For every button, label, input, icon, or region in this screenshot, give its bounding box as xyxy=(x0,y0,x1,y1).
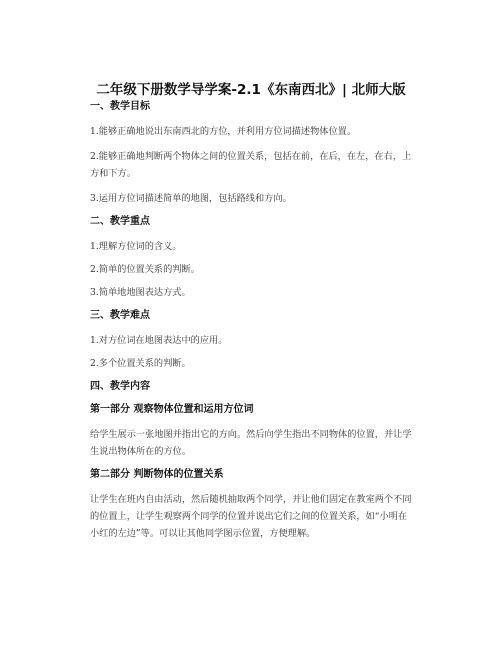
document-body xyxy=(90,100,415,550)
objective-item: 3.运用方位词描述简单的地图，包括路线和方向。 xyxy=(90,193,292,204)
part2-text: 让学生在班内自由活动，然后随机抽取两个同学，并让他们固定在教室两个不同的位置上，让学生观察两个同学的位置并说出它们之间的位置关系，如“小明在小红的左边”等。可以让其他同学图示位置，方便理解。 xyxy=(90,494,412,539)
difficulty-item: 2.多个位置关系的判断。 xyxy=(90,358,191,369)
section-heading-objectives: 一、教学目标 xyxy=(90,101,150,112)
document-title: 二年级下册数学导学案-2.1《东南西北》| 北师大版 xyxy=(96,82,406,98)
section-heading-key-points: 二、教学重点 xyxy=(90,216,150,227)
part1-heading: 第一部分 观察物体位置和运用方位词 xyxy=(90,404,254,415)
section-heading-difficulties: 三、教学难点 xyxy=(90,310,150,321)
key-point-item: 2.简单的位置关系的判断。 xyxy=(90,264,200,275)
key-point-item: 1.理解方位词的含义。 xyxy=(90,241,182,252)
difficulty-item: 1.对方位词在地图表达中的应用。 xyxy=(90,335,228,346)
section-heading-content: 四、教学内容 xyxy=(90,381,150,392)
key-point-item: 3.简单地地图表达方式。 xyxy=(90,287,191,298)
part1-text: 给学生展示一张地图并指出它的方向。然后向学生指出不同物体的位置，并让学生说出物体所在的方位。 xyxy=(90,429,412,457)
objective-item: 1.能够正确地说出东南西北的方位，并利用方位词描述物体位置。 xyxy=(90,126,357,137)
part2-heading: 第二部分 判断物体的位置关系 xyxy=(90,469,224,480)
objective-item: 2.能够正确地判断两个物体之间的位置关系，包括在前，在后，在左，在右，上方和下方。 xyxy=(90,151,412,179)
